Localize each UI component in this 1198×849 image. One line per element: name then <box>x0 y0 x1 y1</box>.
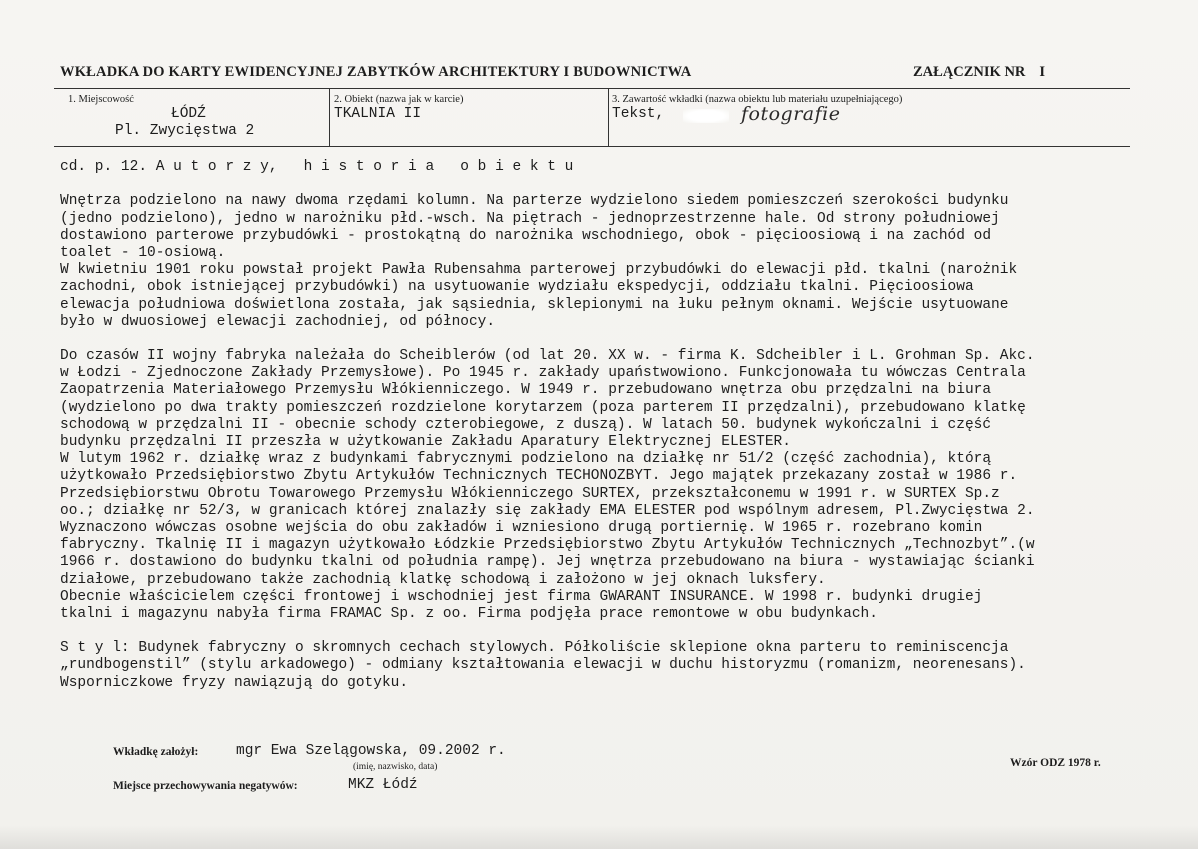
body-line: było w dwuosiowej elewacji zachodniej, od północy. <box>60 313 496 330</box>
body-line: (wydzielono po dwa trakty pomieszczeń rozdzielone korytarzem (poza parterem II przędzalni), przebudowano klatkę <box>60 399 1026 416</box>
body-line: Wnętrza podzielono na nawy dwoma rzędami kolumn. Na parterze wydzielono siedem pomieszczeń szerokości budynku <box>60 193 1009 210</box>
header-top-rule <box>54 88 1130 89</box>
body-line: W kwietniu 1901 roku powstał projekt Pawła Rubensahma parterowej przybudówki do elewacji płd. tkalni (narożnik <box>60 262 1018 279</box>
body-line: Do czasów II wojny fabryka należała do Scheiblerów (od lat 20. XX w. - firma K. Sdcheibler i L. Grohman Sp. Akc. <box>60 348 1035 365</box>
field-miejscowosc-city: ŁÓDŹ <box>171 106 206 122</box>
body-line: „rundbogenstil” (stylu arkadowego) - odmiany kształtowania elewacji w duchu historyzmu (romanizm, neorenesans). <box>60 657 1026 674</box>
body-line: W lutym 1962 r. działkę wraz z budynkami fabrycznymi podzielono na działkę nr 51/2 (część zachodnia), którą <box>60 451 992 468</box>
form-title: WKŁADKA DO KARTY EWIDENCYJNEJ ZABYTKÓW ARCHITEKTURY I BUDOWNICTWA <box>60 64 692 80</box>
field-obiekt-label: 2. Obiekt (nazwa jak w karcie) <box>334 94 464 105</box>
body-line: schodową w przędzalni II - obecnie schody czterobiegowe, z duszą). W latach 50. budynek wykończalni i część <box>60 416 992 433</box>
body-line: w Łodzi - Zjednoczone Zakłady Przemysłowe). Po 1945 r. zakłady upaństwowiono. Funkcjonowała tu wówczas Centrala <box>60 365 1026 382</box>
header-divider-1 <box>329 89 330 146</box>
body-line: toalet - 10-osiową. <box>60 244 226 261</box>
scan-edge-shadow <box>0 825 1198 849</box>
body-line: 1966 r. dostawiono do budynku tkalni od południa rampę). Jej wnętrza przebudowano na biura - wystawiając ścianki <box>60 554 1035 571</box>
template-note: Wzór ODZ 1978 r. <box>1010 757 1101 769</box>
negatives-label: Miejsce przechowywania negatywów: <box>113 780 298 792</box>
author-hint: (imię, nazwisko, data) <box>353 762 438 772</box>
negatives-value: MKZ Łódź <box>348 777 418 793</box>
header-bottom-rule <box>54 146 1130 147</box>
annex-label <box>913 64 1045 81</box>
author-label: Wkładkę założył: <box>113 746 199 758</box>
body-line: Wyznaczono wówczas osobne wejścia do obu zakładów i wzniesiono drugą portiernię. W 1965 r. rozebrano komin <box>60 519 983 536</box>
annex-label-text: ZAŁĄCZNIK NR <box>913 64 1026 80</box>
body-line: użytkowało Przedsiębiorstwo Zbytu Artykułów Technicznych TECHONOZBYT. Jego majątek przekazany został w 1986 r. <box>60 468 1018 485</box>
field-obiekt-value: TKALNIA II <box>334 106 422 122</box>
document-body <box>60 159 1140 692</box>
body-line: Przedsiębiorstwu Obrotu Towarowego Przemysłu Włókienniczego SURTEX, przekształconemu w 1991 r. w SURTEX Sp.z <box>60 485 1000 502</box>
body-line: S t y l: Budynek fabryczny o skromnych cechach stylowych. Półkoliście sklepione okna parteru to reminiscencja <box>60 640 1009 657</box>
body-line: działowe, przebudowano także zachodnią klatkę schodową i założono w jej oknach luksfery. <box>60 571 826 588</box>
body-line: zachodni, obok istniejącej przybudówki) na usytuowanie wydziału ekspedycji, oddziału tkalni. Pięcioosiowa <box>60 279 974 296</box>
correction-blot <box>683 109 729 123</box>
body-line: oo.; działkę nr 52/3, w granicach której znalazły się zakłady EMA ELESTER pod wspólnym adresem, Pl.Zwycięstwa 2. <box>60 502 1035 519</box>
body-line: dostawiono parterowe przybudówki - prostokątną do narożnika wschodniego, obok - pięcioosiową i na zachód od <box>60 227 992 244</box>
field-miejscowosc-address: Pl. Zwycięstwa 2 <box>115 123 255 139</box>
body-line: Obecnie właścicielem części frontowej i wschodniej jest firma GWARANT INSURANCE. W 1998 r. budynki drugiej <box>60 588 983 605</box>
body-line: (jedno podzielono), jedno w narożniku płd.-wsch. Na piętrach - jednoprzestrzenne hale. Od strony południowej <box>60 210 1000 227</box>
section-heading: cd. p. 12. A u t o r z y, h i s t o r i a o b i e k t u <box>60 159 574 175</box>
body-line: Zaopatrzenia Materiałowego Przemysłu Włókienniczego. W 1949 r. przebudowano wnętrza obu przędzalni na biura <box>60 382 992 399</box>
field-miejscowosc-label: 1. Miejscowość <box>68 94 134 105</box>
field-zawartosc-label: 3. Zawartość wkładki (nazwa obiektu lub materiału uzupełniającego) <box>612 94 903 105</box>
author-value: mgr Ewa Szelągowska, 09.2002 r. <box>236 743 506 759</box>
body-line: budynku przędzalni II przeszła w użytkowanie Zakładu Aparatury Elektrycznej ELESTER. <box>60 434 791 450</box>
body-line: elewacja południowa doświetlona została, jak sąsiednia, sklepionymi na łuku pełnym oknami. Wejście usytuowane <box>60 296 1009 313</box>
field-zawartosc-typed: Tekst, <box>612 106 665 122</box>
annex-number: I <box>1039 64 1046 80</box>
body-line: fabryczny. Tkalnię II i magazyn użytkowało Łódzkie Przedsiębiorstwo Zbytu Artykułów Technicznych „Technozbyt”.(w <box>60 537 1035 554</box>
body-line: tkalni i magazynu nabyła firma FRAMAC Sp. z oo. Firma podjęła prace remontowe w obu budynkach. <box>60 605 878 622</box>
header-divider-2 <box>608 89 609 146</box>
field-zawartosc-handwritten: fotografie <box>741 103 841 125</box>
body-line: Wsporniczkowe fryzy nawiązują do gotyku. <box>60 674 409 691</box>
